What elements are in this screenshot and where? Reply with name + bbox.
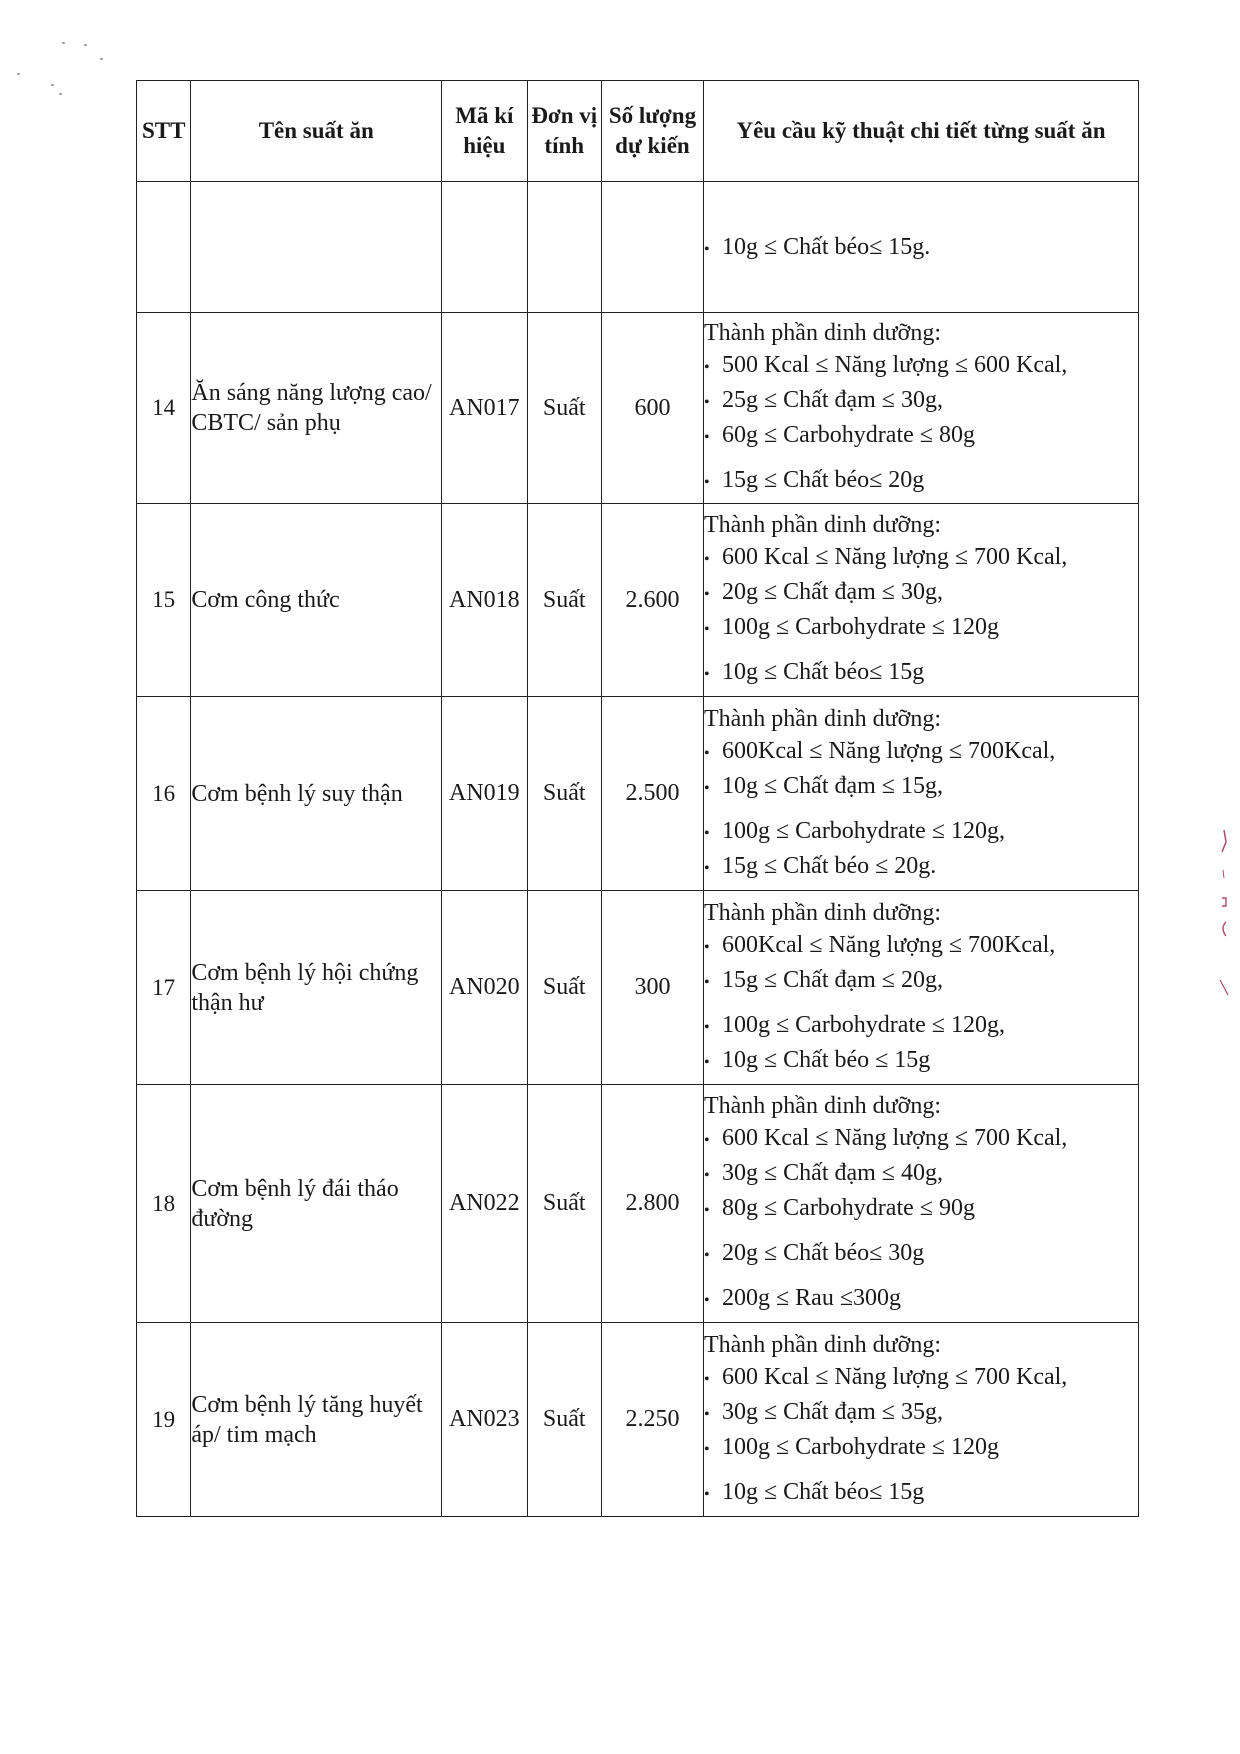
header-stt: STT [137,81,191,182]
cell-name [191,182,442,313]
header-name: Tên suất ăn [191,81,442,182]
bullet-icon: • [703,1485,710,1503]
bullet-icon: • [703,240,710,258]
requirement-text: 600Kcal ≤ Năng lượng ≤ 700Kcal, [721,931,1056,958]
requirement-text: 10g ≤ Chất béo≤ 15g [721,659,925,685]
requirement-title: Thành phần dinh dưỡng: [703,320,941,346]
bullet-icon: • [703,1053,710,1071]
bullet-icon: • [703,1018,710,1036]
cell-unit: Suất [527,697,601,891]
scan-speck [17,73,20,75]
cell-unit [527,182,601,313]
handwritten-margin-mark [1216,830,1232,1000]
requirement-text: 15g ≤ Chất đạm ≤ 20g, [721,966,943,993]
scan-speck [62,42,65,44]
requirement-text: 100g ≤ Carbohydrate ≤ 120g [721,1433,999,1460]
cell-unit: Suất [527,1323,601,1517]
requirement-text: 100g ≤ Carbohydrate ≤ 120g [721,614,999,640]
requirement-text: 500 Kcal ≤ Năng lượng ≤ 600 Kcal, [721,352,1068,378]
scan-speck [51,84,54,86]
requirement-item [704,464,1138,499]
cell-qty: 2.500 [601,697,703,891]
requirement-item [704,1282,1138,1317]
requirement-title: Thành phần dinh dưỡng: [703,899,941,926]
cell-requirements [703,697,1138,891]
cell-unit: Suất [527,313,601,504]
cell-name: Cơm bệnh lý hội chứng thận hư [191,891,442,1085]
requirement-item [704,1396,1138,1431]
requirement-item [704,815,1138,850]
cell-requirements [703,1085,1138,1323]
table-row-continuation [137,182,1139,313]
requirement-item [704,1192,1138,1227]
requirement-text: 10g ≤ Chất béo≤ 15g [721,1478,925,1505]
requirement-item [704,929,1138,964]
cell-requirements [703,313,1138,504]
table-row [137,1323,1139,1517]
cell-name: Cơm bệnh lý tăng huyết áp/ tim mạch [191,1323,442,1517]
cell-name: Cơm bệnh lý đái tháo đường [191,1085,442,1323]
bullet-icon: • [703,666,710,683]
bullet-icon: • [703,779,710,797]
bullet-icon: • [703,359,710,376]
requirement-text: 15g ≤ Chất béo≤ 20g [721,467,925,493]
requirement-text: 15g ≤ Chất béo ≤ 20g. [721,852,937,879]
bullet-icon: • [703,1202,710,1219]
requirement-text: 10g ≤ Chất béo ≤ 15g [721,1046,931,1073]
bullet-icon: • [703,394,710,411]
cell-code: AN017 [442,313,527,504]
requirement-item [704,1361,1138,1396]
requirement-title: Thành phần dinh dưỡng: [703,705,941,732]
requirement-item [704,964,1138,999]
cell-qty [601,182,703,313]
cell-qty: 2.800 [601,1085,703,1323]
table-row [137,697,1139,891]
requirement-item [704,735,1138,770]
bullet-icon: • [703,1440,710,1458]
requirement-text: 25g ≤ Chất đạm ≤ 30g, [721,387,943,413]
cell-name: Cơm bệnh lý suy thận [191,697,442,891]
cell-code: AN023 [442,1323,527,1517]
requirement-item [704,1044,1138,1079]
cell-code: AN018 [442,504,527,697]
bullet-icon: • [703,1370,710,1388]
scan-speck [84,44,87,46]
cell-stt: 14 [137,313,191,504]
bullet-icon: • [703,859,710,877]
requirement-text: 600 Kcal ≤ Năng lượng ≤ 700 Kcal, [721,1125,1068,1151]
cell-stt: 15 [137,504,191,697]
requirement-item [704,850,1138,885]
header-code: Mã kí hiệu [442,81,527,182]
cell-qty: 600 [601,313,703,504]
requirement-item [704,1157,1138,1192]
requirement-text: 10g ≤ Chất đạm ≤ 15g, [721,772,943,799]
requirement-item [704,611,1138,646]
requirement-text: 100g ≤ Carbohydrate ≤ 120g, [721,1011,1005,1038]
cell-stt: 17 [137,891,191,1085]
cell-qty: 2.250 [601,1323,703,1517]
requirement-item [704,384,1138,419]
requirement-item [704,1476,1138,1511]
bullet-icon: • [703,973,710,991]
cell-qty: 300 [601,891,703,1085]
cell-unit: Suất [527,891,601,1085]
bullet-icon: • [703,621,710,638]
cell-unit: Suất [527,504,601,697]
bullet-icon: • [703,1405,710,1423]
cell-code [442,182,527,313]
cell-unit: Suất [527,1085,601,1323]
cell-code: AN019 [442,697,527,891]
header-unit: Đơn vị tính [527,81,601,182]
requirement-item [704,1237,1138,1272]
requirement-text: 200g ≤ Rau ≤300g [721,1285,901,1311]
bullet-icon: • [703,429,710,446]
requirement-item [704,576,1138,611]
requirement-title: Thành phần dinh dưỡng: [703,512,941,538]
bullet-icon: • [703,1167,710,1184]
cell-code: AN022 [442,1085,527,1323]
requirement-item [704,541,1138,576]
requirement-item [704,1009,1138,1044]
cell-requirements [703,891,1138,1085]
cell-name: Cơm công thức [191,504,442,697]
requirement-text: 30g ≤ Chất đạm ≤ 35g, [721,1398,943,1425]
requirement-text: 60g ≤ Carbohydrate ≤ 80g [721,422,975,448]
meal-spec-table [136,80,1139,1517]
requirement-text: 600 Kcal ≤ Năng lượng ≤ 700 Kcal, [721,544,1068,570]
cell-name: Ăn sáng năng lượng cao/ CBTC/ sản phụ [191,313,442,504]
header-requirements: Yêu cầu kỹ thuật chi tiết từng suất ăn [703,81,1138,182]
cell-stt: 19 [137,1323,191,1517]
requirement-item [704,231,1138,266]
bullet-icon: • [703,1132,710,1149]
requirement-text: 600 Kcal ≤ Năng lượng ≤ 700 Kcal, [721,1363,1068,1390]
bullet-icon: • [703,824,710,842]
bullet-icon: • [703,474,710,491]
requirement-item [704,770,1138,805]
cell-code: AN020 [442,891,527,1085]
requirement-text: 20g ≤ Chất đạm ≤ 30g, [721,579,943,605]
cell-requirements [703,504,1138,697]
requirement-text: 100g ≤ Carbohydrate ≤ 120g, [721,817,1005,844]
requirement-text: 20g ≤ Chất béo≤ 30g [721,1240,925,1266]
cell-requirements [703,1323,1138,1517]
requirement-text: 30g ≤ Chất đạm ≤ 40g, [721,1160,943,1186]
requirement-item [704,349,1138,384]
requirement-item [704,419,1138,454]
scan-speck [100,58,103,60]
table-row [137,504,1139,697]
cell-stt [137,182,191,313]
bullet-icon: • [703,551,710,568]
requirement-text: 600Kcal ≤ Năng lượng ≤ 700Kcal, [721,737,1056,764]
requirement-item [704,1122,1138,1157]
cell-qty: 2.600 [601,504,703,697]
table-header-row [137,81,1139,182]
bullet-icon: • [703,938,710,956]
table-row [137,891,1139,1085]
requirement-text: 80g ≤ Carbohydrate ≤ 90g [721,1195,975,1221]
requirement-title: Thành phần dinh dưỡng: [703,1331,941,1358]
table-row [137,1085,1139,1323]
bullet-icon: • [703,586,710,603]
bullet-icon: • [703,1247,710,1264]
header-qty: Số lượng dự kiến [601,81,703,182]
cell-requirements [703,182,1138,313]
requirement-title: Thành phần dinh dưỡng: [703,1093,941,1119]
bullet-icon: • [703,744,710,762]
requirement-text: 10g ≤ Chất béo≤ 15g. [721,233,931,260]
requirement-item [704,656,1138,691]
bullet-icon: • [703,1292,710,1309]
table-row [137,313,1139,504]
requirement-item [704,1431,1138,1466]
scan-speck [59,93,62,95]
cell-stt: 18 [137,1085,191,1323]
cell-stt: 16 [137,697,191,891]
